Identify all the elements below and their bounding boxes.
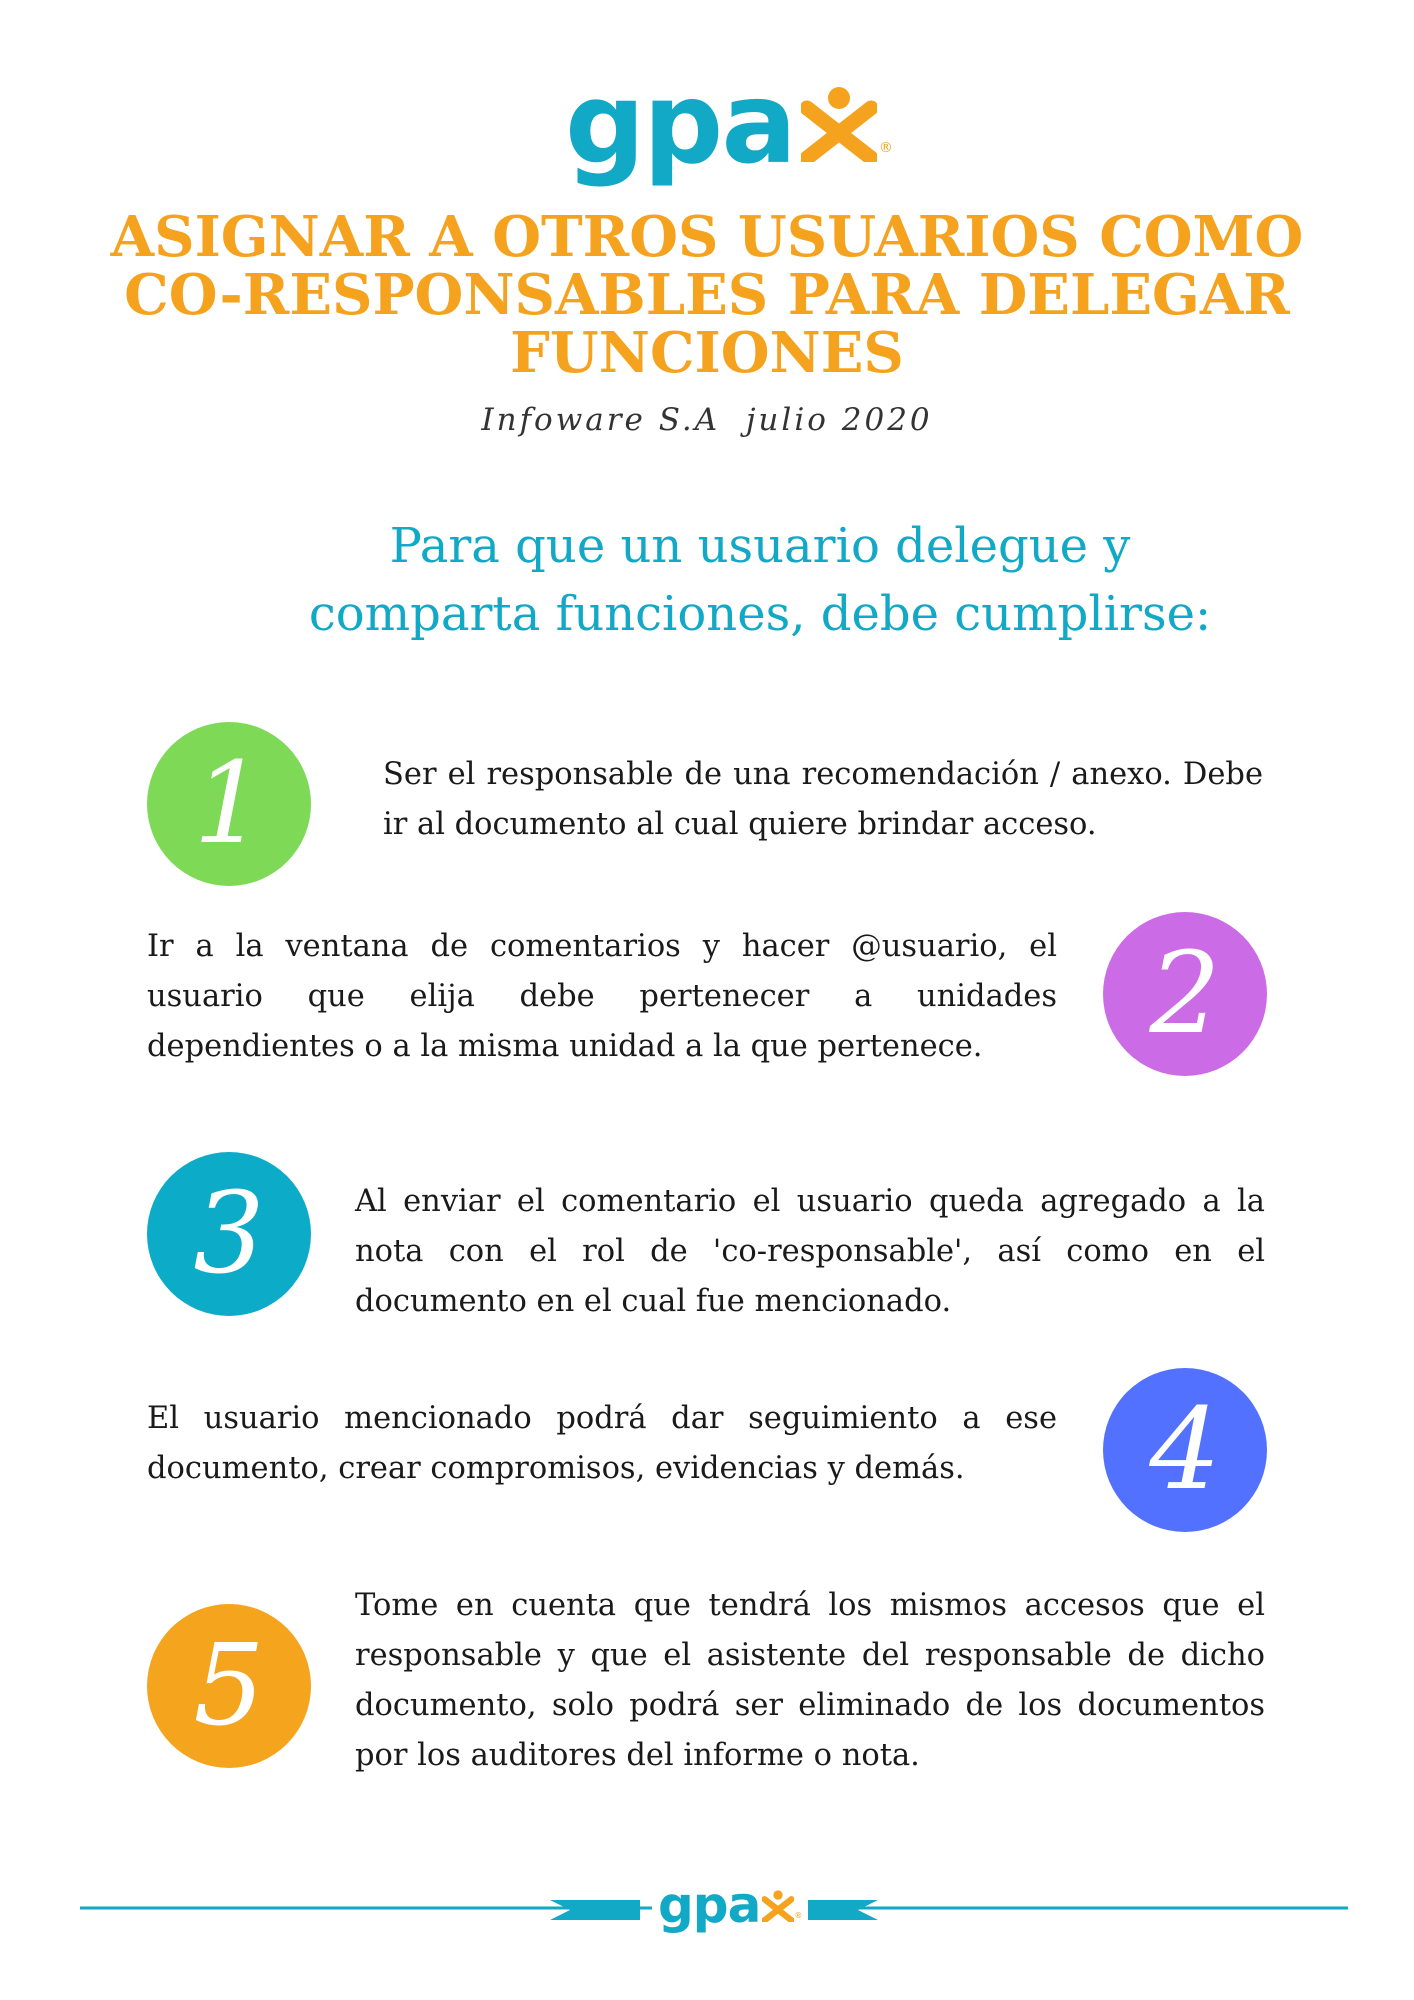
step-5-badge: [147, 1604, 311, 1768]
gpax-logo: [565, 50, 893, 189]
footer-logo: [652, 1872, 808, 1932]
footer-person-x-icon: [762, 1890, 794, 1922]
step-5-text: Tome en cuenta que tendrá los mismos accesos que el responsable y que el asistente del responsable de dicho documento, solo podrá ser eliminado de los documentos por los auditores del informe o nota.: [355, 1588, 1265, 1773]
step-1-number: 1: [193, 739, 265, 869]
person-x-icon: [801, 86, 877, 162]
intro-text: Para que un usuario delegue y comparta funciones, debe cumplirse:: [308, 518, 1212, 642]
step-1-badge: [147, 722, 311, 886]
logo-text: gpa: [565, 59, 795, 189]
step-2-number: 2: [1149, 929, 1221, 1059]
page-title: ASIGNAR A OTROS USUARIOS COMO CO-RESPONSABLES PARA DELEGAR FUNCIONES: [110, 204, 1304, 386]
step-5-number: 5: [193, 1621, 265, 1751]
step-3-badge: [147, 1152, 311, 1316]
step-4-number: 4: [1149, 1385, 1221, 1515]
step-1-text: Ser el responsable de una recomendación / anexo. Debe ir al documento al cual quiere brindar acceso.: [383, 757, 1263, 842]
step-4-badge: [1103, 1368, 1267, 1532]
step-2-text: Ir a la ventana de comentarios y hacer @usuario, el usuario que elija debe pertenecer a unidades dependientes o a la misma unidad a la que pertenece.: [147, 929, 1057, 1064]
step-4-text: El usuario mencionado podrá dar seguimiento a ese documento, crear compromisos, evidencias y demás.: [147, 1401, 1057, 1486]
step-3-text: Al enviar el comentario el usuario queda agregado a la nota con el rol de 'co-responsable', así como en el documento en el cual fue mencionado.: [355, 1184, 1265, 1319]
page-subtitle: Infoware S.A julio 2020: [481, 402, 933, 438]
step-2-badge: [1103, 912, 1267, 1076]
footer-logo-text: gpa: [658, 1876, 761, 1934]
footer-registered-mark: ®: [794, 1911, 803, 1920]
step-3-number: 3: [193, 1169, 265, 1299]
registered-mark: ®: [878, 140, 893, 156]
